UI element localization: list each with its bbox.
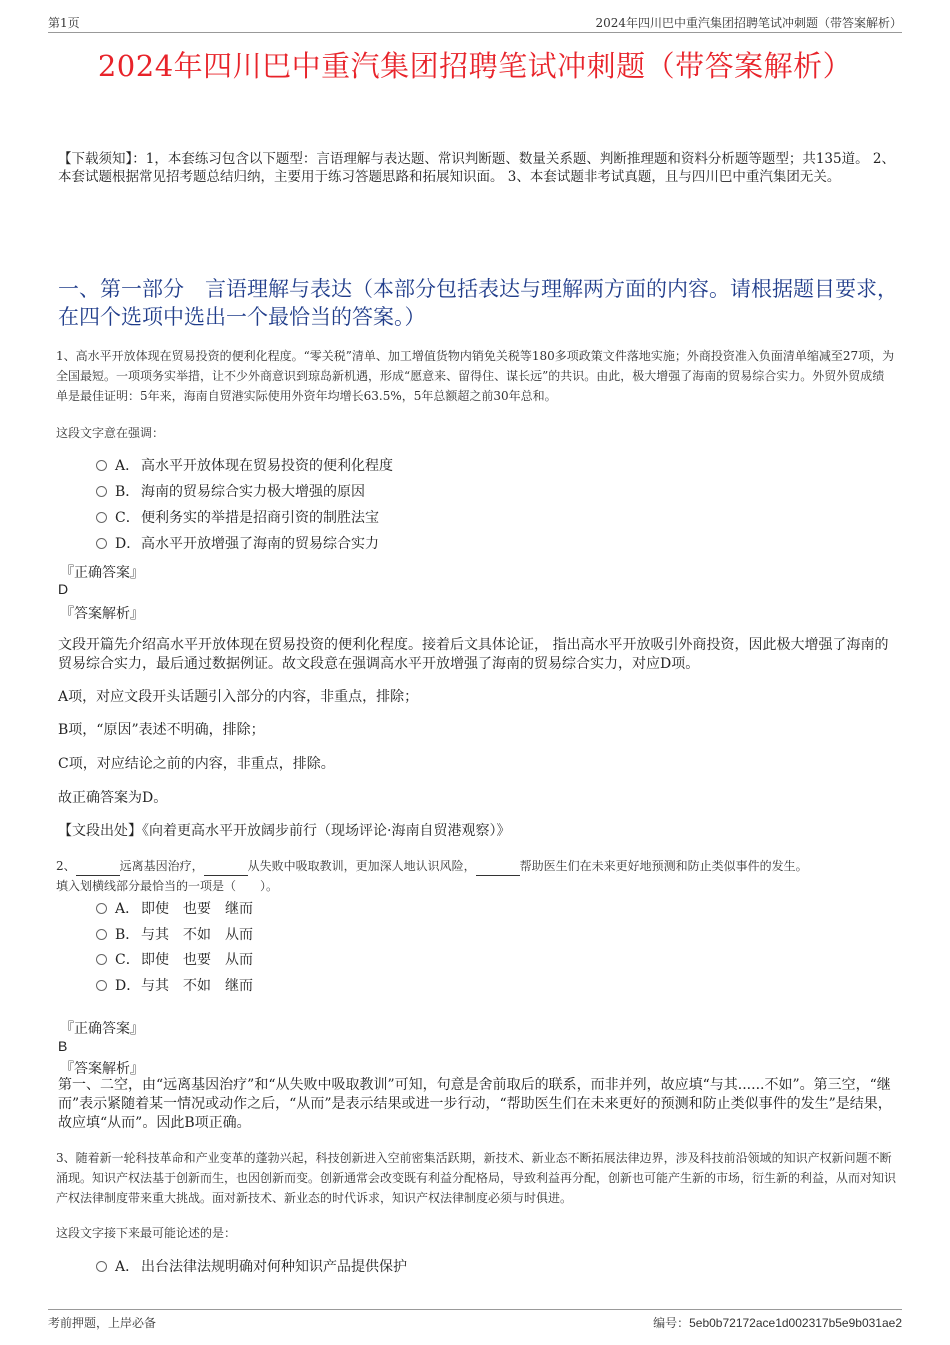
question-1-analysis-label: 『答案解析』 xyxy=(60,606,144,622)
radio-icon[interactable] xyxy=(96,1261,107,1272)
question-3-option-a[interactable]: A． 出台法律法规明确对何种知识产品提供保护 xyxy=(96,1256,407,1278)
question-2-option-d[interactable]: D．与其 不如 继而 xyxy=(96,975,253,997)
header-divider xyxy=(48,32,902,33)
question-2-option-a[interactable]: A． 即使 也要 继而 xyxy=(96,898,253,920)
question-2-text: 2、 远离基因治疗， 从失败中吸取教训，更加深人地认识风险， 帮助医生们在未来更好地预测和防止类似事件的发生。 填入划横线部分最恰当的一项是（ ）。 xyxy=(56,859,808,893)
page-title: 2024年四川巴中重汽集团招聘笔试冲刺题（带答案解析） xyxy=(97,49,853,83)
blank-3 xyxy=(476,862,520,876)
question-2-correct-label: 『正确答案』 xyxy=(60,1021,144,1037)
question-2-analysis-label: 『答案解析』 xyxy=(60,1061,144,1077)
question-1-analysis-b: B项，“原因”表述不明确，排除； xyxy=(58,722,265,738)
radio-icon[interactable] xyxy=(96,980,107,991)
footer-divider xyxy=(48,1309,902,1310)
question-1-text: 1、高水平开放体现在贸易投资的便利化程度。“零关税”清单、加工增值货物内销免关税等180多项政策文件落地实施；外商投资准入负面清单缩减至27项，为全国最短。一项项务实举措，让不少外商意识到琼岛新机遇，形成“愿意来、留得住、谋长远”的共识。由此，极大增强了海南的贸易综合实力。外贸外贸成绩单是最佳证明：5年来，海南自贸港实际使用外资年均增长63.5%，5年总额超之前30年总和。 xyxy=(56,349,895,403)
radio-icon[interactable] xyxy=(96,538,107,549)
blank-1 xyxy=(76,862,120,876)
radio-icon[interactable] xyxy=(96,929,107,940)
section-heading: 一、第一部分 言语理解与表达（本部分包括表达与理解两方面的内容。请根据题目要求，在四个选项中选出一个最恰当的答案。） xyxy=(58,277,898,329)
question-1-option-b[interactable]: B． 海南的贸易综合实力极大增强的原因 xyxy=(96,481,365,503)
footer-code: 编号：5eb0b72172ace1d002317b5e9b031ae2 xyxy=(653,1316,902,1330)
download-notice: 【下载须知】：1，本套练习包含以下题型：言语理解与表达题、常识判断题、数量关系题、判断推理题和资料分析题等题型；共135道。 2、本套试题根据常见招考题总结归纳，主要用于练习答题思路和拓展知识面。 3、本套试题非考试真题，且与四川巴中重汽集团无关。 xyxy=(58,151,895,185)
footer-slogan: 考前押题，上岸必备 xyxy=(48,1316,157,1330)
question-1-source: 【文段出处】《向着更高水平开放阔步前行（现场评论·海南自贸港观察）》 xyxy=(58,823,511,839)
header-doc-title: 2024年四川巴中重汽集团招聘笔试冲刺题（带答案解析） xyxy=(595,16,902,30)
page-number: 第1页 xyxy=(48,16,80,30)
question-1-option-d[interactable]: D．高水平开放增强了海南的贸易综合实力 xyxy=(96,533,379,555)
radio-icon[interactable] xyxy=(96,903,107,914)
question-1-option-c[interactable]: C．便利务实的举措是招商引资的制胜法宝 xyxy=(96,507,379,529)
question-1-correct-label: 『正确答案』 xyxy=(60,565,144,581)
question-1-answer: D xyxy=(58,581,69,597)
question-2-analysis: 第一、二空，由“远离基因治疗”和“从失败中吸取教训”可知，句意是舍前取后的联系，而非并列，故应填“与其......不如”。第三空，“继而”表示紧随着某一情况或动作之后，“从而”是表示结果或进一步行动，“帮助医生们在未来更好的预测和防止类似事件的发生”是结果，故应填“从而”。因此B项正确。 xyxy=(58,1077,892,1131)
question-2-option-b[interactable]: B． 与其 不如 从而 xyxy=(96,924,253,946)
radio-icon[interactable] xyxy=(96,954,107,965)
radio-icon[interactable] xyxy=(96,460,107,471)
question-1-analysis-main: 文段开篇先介绍高水平开放体现在贸易投资的便利化程度。接着后文具体论证， 指出高水平开放吸引外商投资，因此极大增强了海南的贸易综合实力，最后通过数据例证。故文段意在强调高水平开放增强了海南的贸易综合实力，对应D项。 xyxy=(58,637,889,672)
question-1-analysis-conclusion: 故正确答案为D。 xyxy=(58,790,168,806)
question-3-text: 3、随着新一轮科技革命和产业变革的蓬勃兴起，科技创新进入空前密集活跃期，新技术、新业态不断拓展法律边界，涉及科技前沿领域的知识产权新问题不断涌现。知识产权法基于创新而生，也因创新而变。创新通常会改变既有利益分配格局，导致利益再分配，创新也可能产生新的市场，衍生新的利益，从而对知识产权法律制度带来重大挑战。面对新技术、新业态的时代诉求，知识产权法律制度必须与时俱进。 xyxy=(56,1151,897,1205)
question-1-option-a[interactable]: A． 高水平开放体现在贸易投资的便利化程度 xyxy=(96,455,393,477)
question-2-answer: B xyxy=(58,1038,68,1054)
radio-icon[interactable] xyxy=(96,486,107,497)
blank-2 xyxy=(204,862,248,876)
question-2-option-c[interactable]: C．即使 也要 从而 xyxy=(96,949,253,971)
radio-icon[interactable] xyxy=(96,512,107,523)
question-1-analysis-a: A项，对应文段开头话题引入部分的内容，非重点，排除； xyxy=(58,689,419,705)
doc-code: 5eb0b72172ace1d002317b5e9b031ae2 xyxy=(689,1316,902,1330)
question-1-prompt: 这段文字意在强调： xyxy=(56,426,165,440)
question-3-prompt: 这段文字接下来最可能论述的是： xyxy=(56,1226,237,1240)
question-1-analysis-c: C项，对应结论之前的内容，非重点，排除。 xyxy=(58,756,335,772)
